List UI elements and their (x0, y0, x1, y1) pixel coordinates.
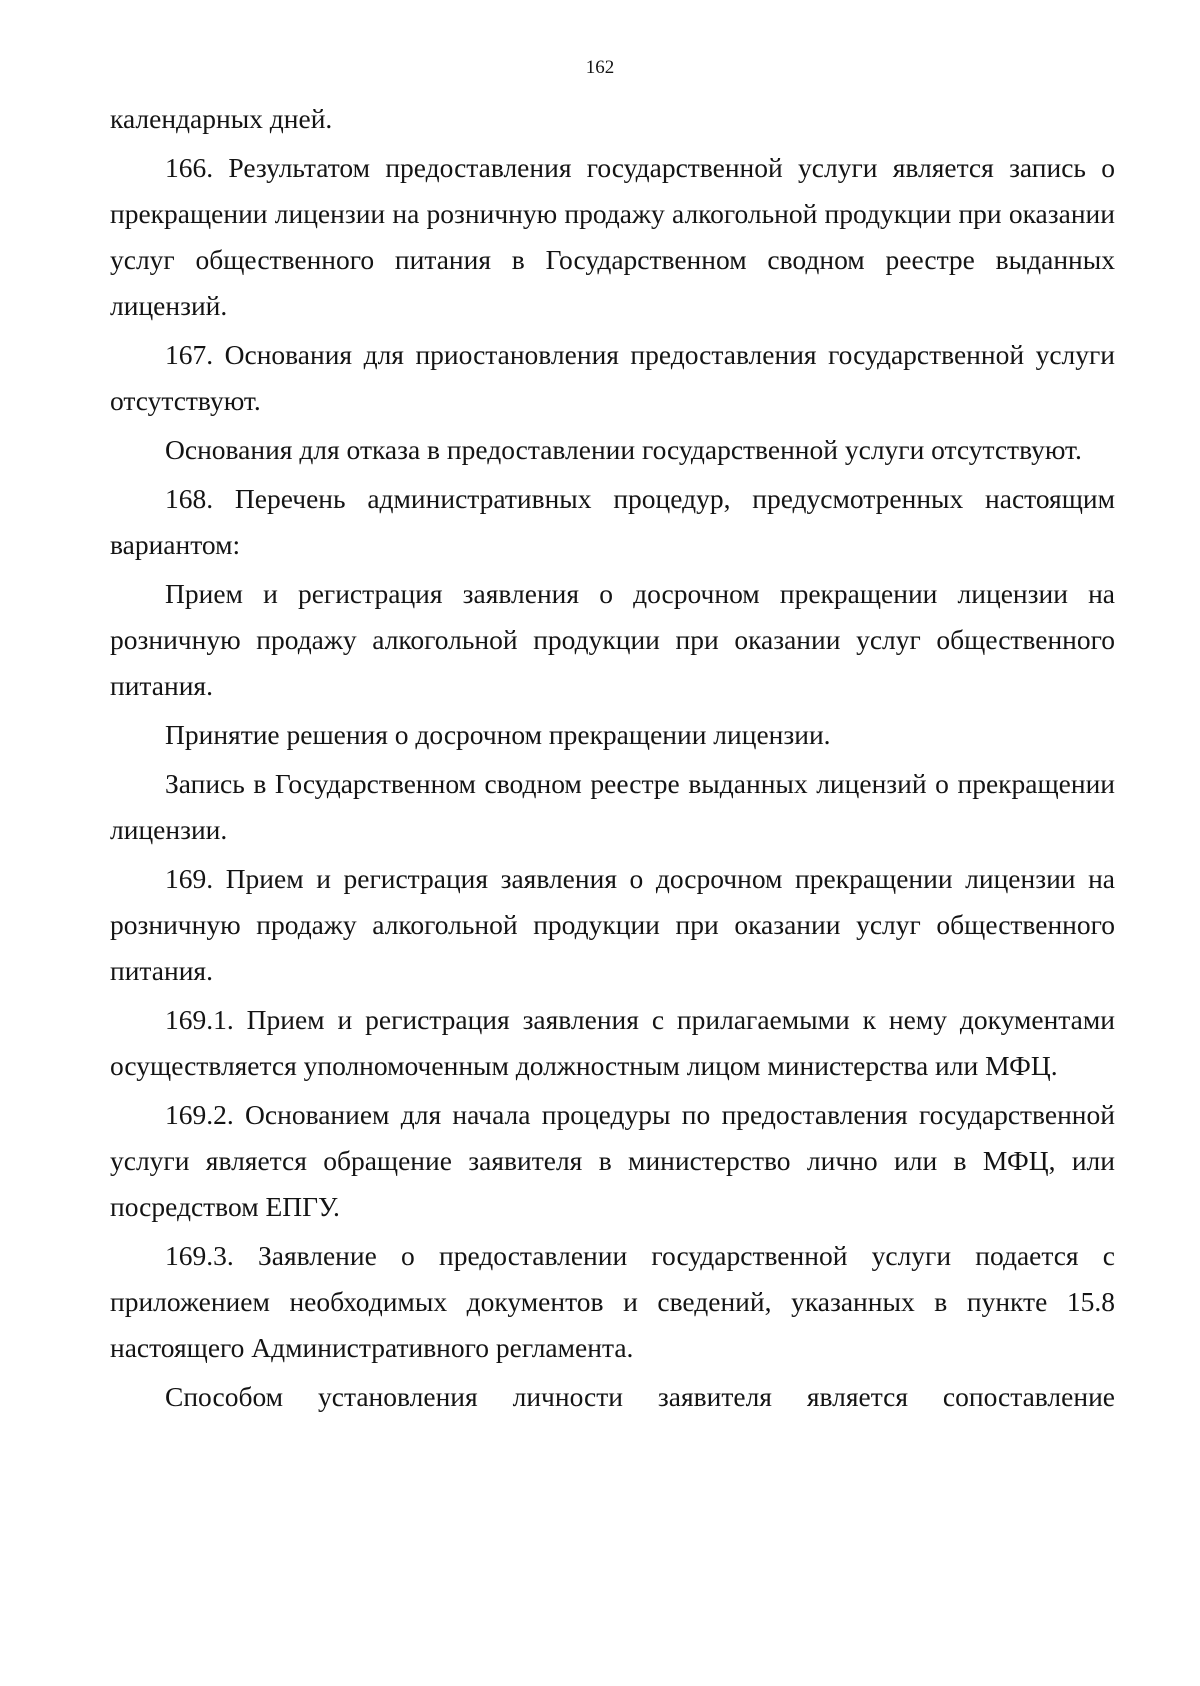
paragraph-169-1: 169.1. Прием и регистрация заявления с прилагаемыми к нему документами осуществляется уполномоченным должностным лицом министерства или МФЦ. (110, 1004, 1115, 1081)
page-number: 162 (585, 57, 615, 78)
paragraph-166: 166. Результатом предоставления государственной услуги является запись о прекращении лицензии на розничную продажу алкогольной продукции при оказании услуг общественного питания в Государственном сводном реестре выданных лицензий. (110, 152, 1115, 321)
paragraph-169: 169. Прием и регистрация заявления о досрочном прекращении лицензии на розничную продажу алкогольной продукции при оказании услуг общественного питания. (110, 863, 1115, 986)
document-body (110, 96, 1115, 1420)
paragraph-169-3: 169.3. Заявление о предоставлении государственной услуги подается с приложением необходимых документов и сведений, указанных в пункте 15.8 настоящего Административного регламента. (110, 1240, 1115, 1363)
paragraph-168: 168. Перечень административных процедур, предусмотренных настоящим вариантом: (110, 483, 1115, 560)
paragraph-procedure-reception: Прием и регистрация заявления о досрочном прекращении лицензии на розничную продажу алкогольной продукции при оказании услуг общественного питания. (110, 578, 1115, 701)
paragraph-169-2: 169.2. Основанием для начала процедуры по предоставления государственной услуги является обращение заявителя в министерство лично или в МФЦ, или посредством ЕПГУ. (110, 1099, 1115, 1222)
paragraph-continuation: календарных дней. (110, 103, 333, 134)
paragraph-167: 167. Основания для приостановления предоставления государственной услуги отсутствуют. (110, 339, 1115, 416)
paragraph-procedure-registry: Запись в Государственном сводном реестре выданных лицензий о прекращении лицензии. (110, 768, 1115, 845)
paragraph-refusal-grounds: Основания для отказа в предоставлении государственной услуги отсутствуют. (165, 434, 1082, 465)
paragraph-identity-method: Способом установления личности заявителя является сопоставление (165, 1381, 1115, 1412)
paragraph-procedure-decision: Принятие решения о досрочном прекращении лицензии. (165, 719, 831, 750)
